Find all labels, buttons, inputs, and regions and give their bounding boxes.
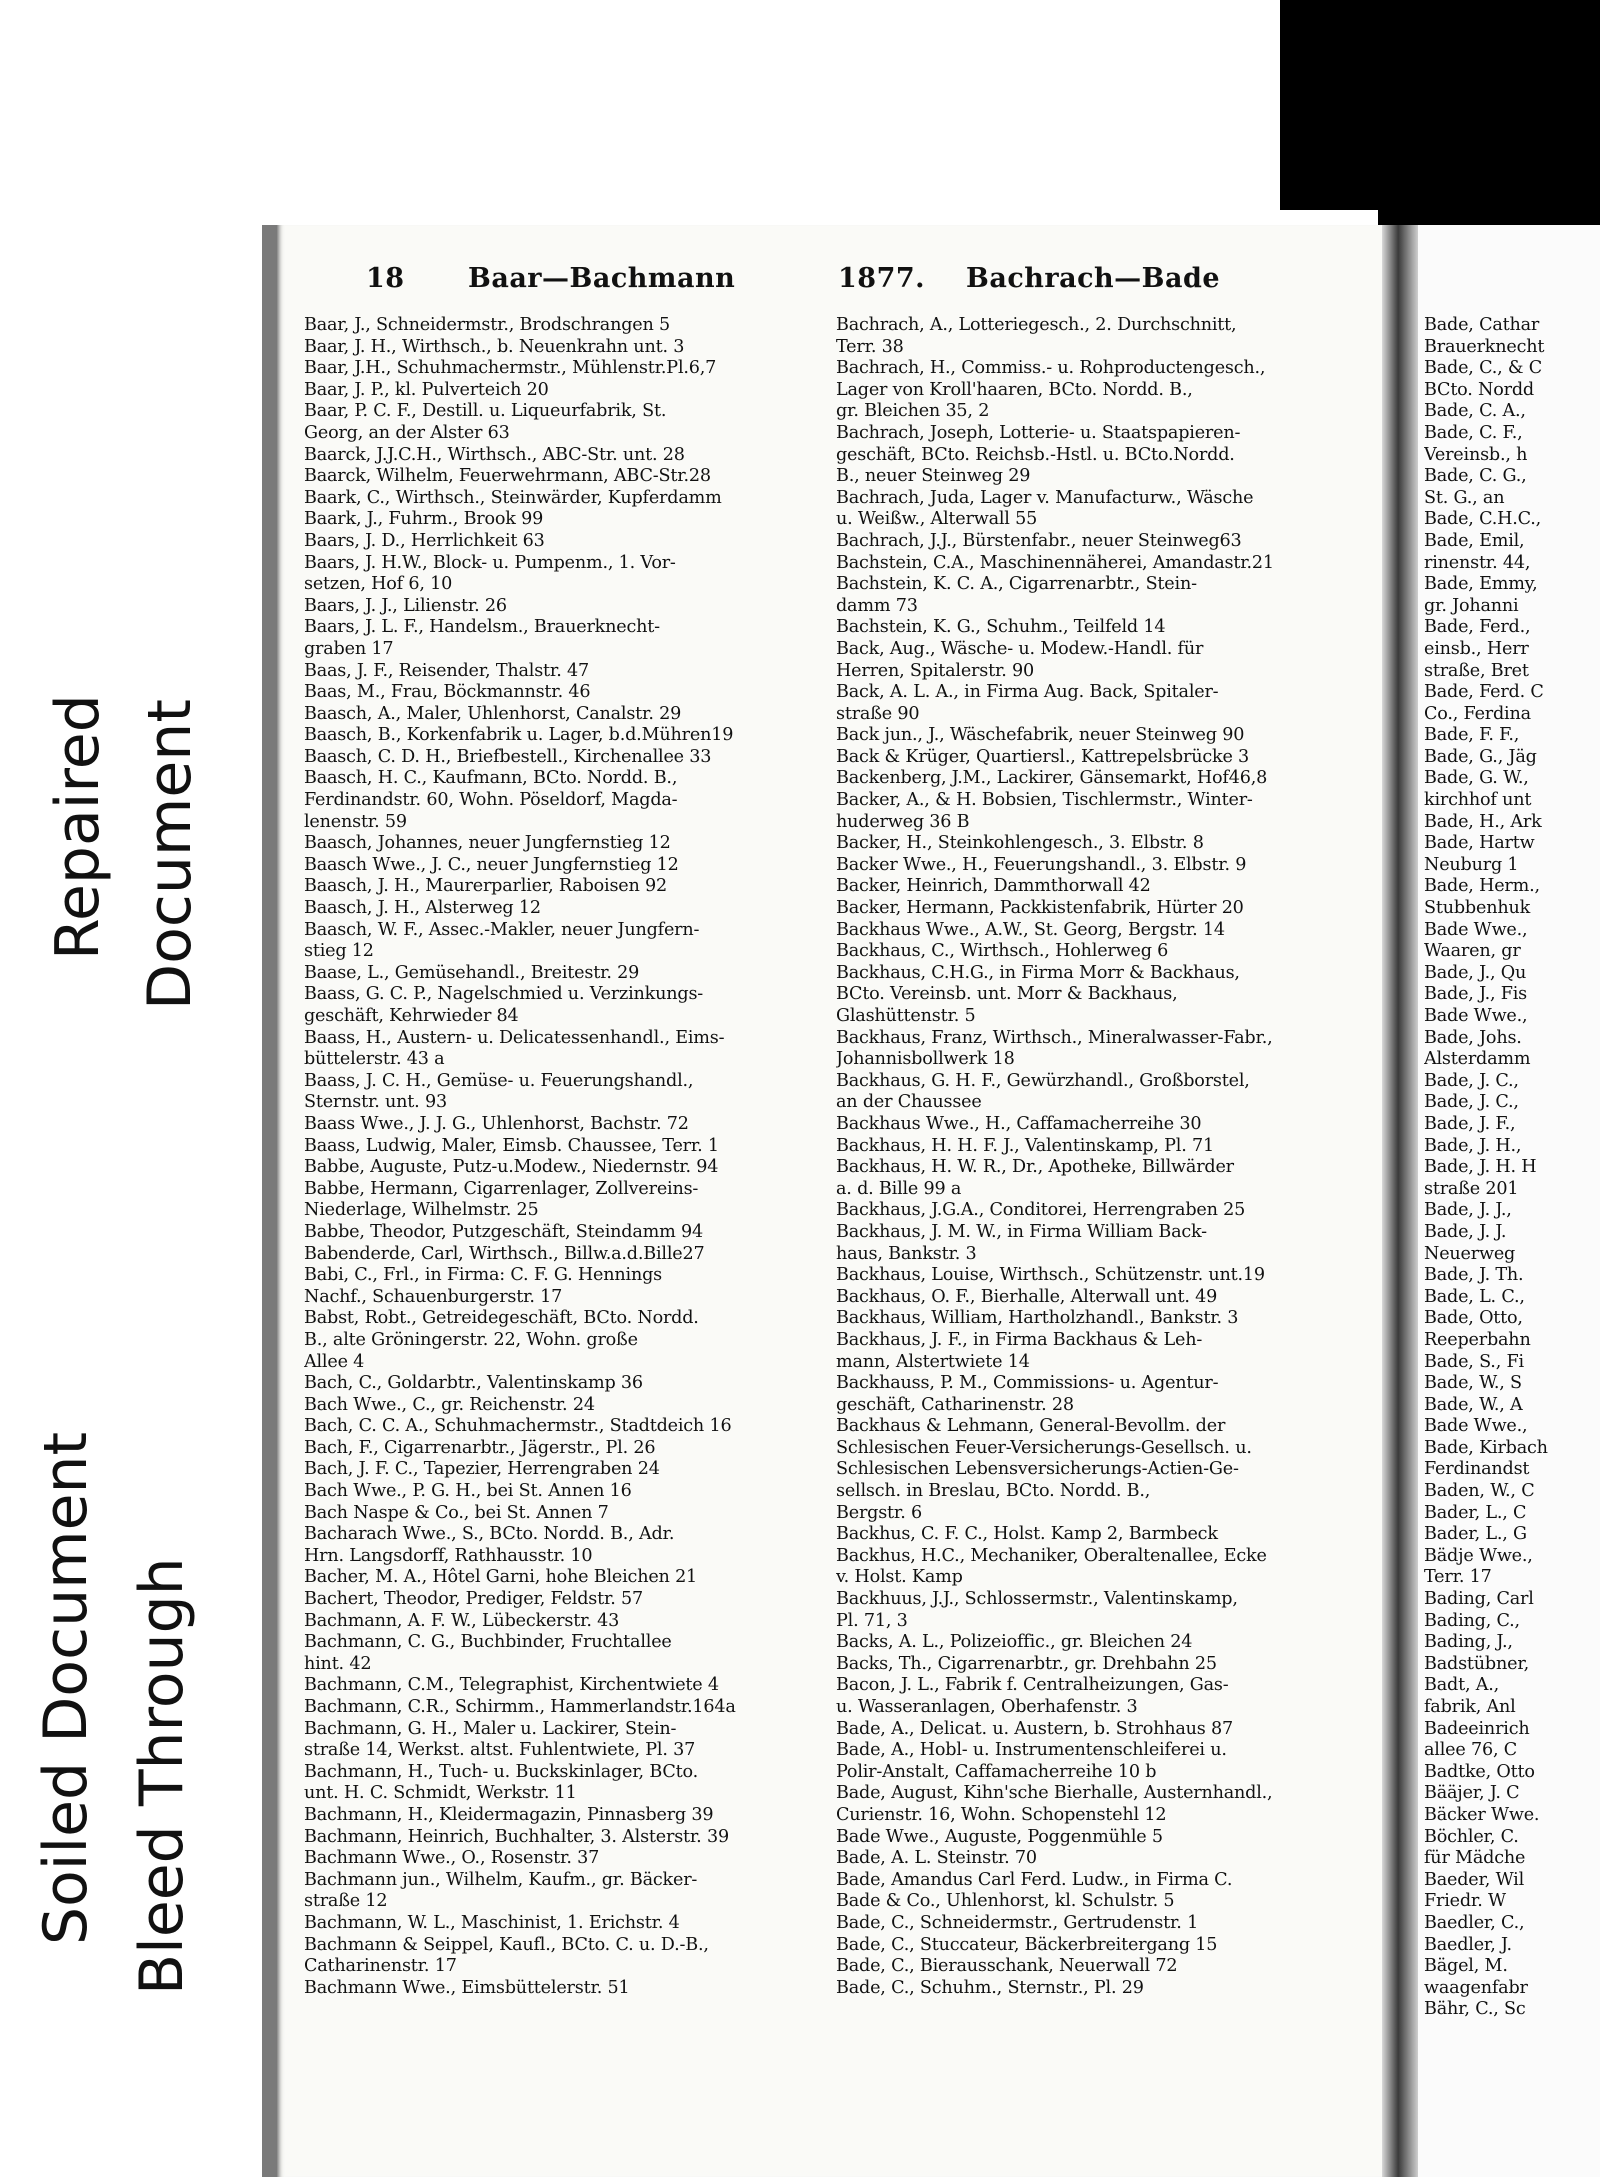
directory-entry-line: Bade, Cathar [1424,315,1540,335]
directory-entry-line: Bade Wwe., [1424,1416,1528,1437]
directory-entry-line: Niederlage, Wilhelmstr. 25 [304,1200,539,1221]
directory-entry-line: allee 76, C [1424,1740,1517,1761]
directory-entry-line: Baars, J. J., Lilienstr. 26 [304,595,507,616]
directory-entry-line: straße 14, Werkst. altst. Fuhlentwiete, Pl. 37 [304,1740,696,1761]
directory-entry-line: Bachmann, G. H., Maler u. Lackirer, Stein- [304,1718,677,1739]
directory-entry-line: Backhaus, Franz, Wirthsch., Mineralwasser-Fabr., [836,1027,1273,1048]
directory-entry-line: Babst, Robt., Getreidegeschäft, BCto. Nordd. [304,1308,699,1329]
directory-entry-line: Backs, Th., Cigarrenarbtr., gr. Drehbahn 25 [836,1653,1217,1674]
directory-entry-line: Babbe, Hermann, Cigarrenlager, Zollvereins- [304,1178,699,1199]
directory-entry-line: Georg, an der Alster 63 [304,422,510,443]
directory-entry-line: Bade, J. H., [1424,1135,1522,1156]
directory-entry-line: Ferdinandstr. 60, Wohn. Pöseldorf, Magda- [304,790,678,811]
directory-entry-line: Bade, W., S [1424,1373,1522,1394]
directory-entry-line: Backhaus, J. M. W., in Firma William Back- [836,1221,1207,1242]
directory-entry-line: Babi, C., Frl., in Firma: C. F. G. Hennings [304,1265,662,1286]
directory-entry-line: Bähr, C., Sc [1424,1999,1526,2020]
directory-entry-line: Backhus, C. F. C., Holst. Kamp 2, Barmbeck [836,1524,1218,1545]
directory-entry-line: Bergstr. 6 [836,1502,922,1523]
directory-entry-line: Backhaus, C., Wirthsch., Hohlerweg 6 [836,941,1169,962]
directory-entry-line: Bade, G., Jäg [1424,746,1537,767]
directory-entry-line: Bachmann, H., Kleidermagazin, Pinnasberg 39 [304,1804,714,1825]
directory-entry-line: Bachmann Wwe., O., Rosenstr. 37 [304,1848,600,1869]
directory-entry-line: Bade, C. G., [1424,466,1527,487]
directory-entry-line: Bade, Emmy, [1424,574,1538,595]
directory-entry-line: Bade, C., Schuhm., Sternstr., Pl. 29 [836,1977,1144,1998]
directory-entry-line: BCto. Vereinsb. unt. Morr & Backhaus, [836,984,1178,1005]
directory-entry-line: Bade, J. C., [1424,1092,1519,1113]
directory-entry-line: Bade, F. F., [1424,725,1520,746]
next-page-edge [1418,225,1600,2177]
directory-entry-line: Baedler, C., [1424,1912,1525,1933]
page-number: 18 [366,263,405,294]
directory-entry-line: Bach Wwe., C., gr. Reichenstr. 24 [304,1394,595,1415]
book-scan [262,225,1600,2177]
directory-entry-line: Baass, Ludwig, Maler, Eimsb. Chaussee, Terr. 1 [304,1135,719,1156]
directory-entry-line: Baars, J. D., Herrlichkeit 63 [304,530,545,551]
directory-entry-line: Schlesischen Lebensversicherungs-Actien-Ge- [836,1459,1239,1480]
directory-entry-line: Baar, J., Schneidermstr., Brodschrangen 5 [304,315,670,335]
directory-entry-line: Bade & Co., Uhlenhorst, kl. Schulstr. 5 [836,1891,1175,1912]
directory-entry-line: Bachmann, C. G., Buchbinder, Fruchtallee [304,1632,672,1653]
directory-entry-line: stieg 12 [304,941,374,962]
directory-entry-line: Bade Wwe., [1424,1006,1528,1026]
directory-entry-line: Sternstr. unt. 93 [304,1092,447,1113]
directory-entry-line: Neuburg 1 [1424,854,1519,875]
directory-entry-line: Bade, J. H. H [1424,1157,1537,1178]
directory-entry-line: Bade, Hartw [1424,833,1535,854]
directory-entry-line: Bade, A., Hobl- u. Instrumentenschleiferei u. [836,1740,1227,1761]
directory-entry-line: Badt, A., [1424,1675,1500,1696]
directory-entry-line: Bach Wwe., P. G. H., bei St. Annen 16 [304,1481,632,1502]
directory-entry-line: Bachmann, C.R., Schirmm., Hammerlandstr.164a [304,1697,736,1717]
directory-entry-line: Nachf., Schauenburgerstr. 17 [304,1286,563,1307]
directory-entry-line: Johannisbollwerk 18 [836,1049,1015,1070]
directory-entry-line: waagenfabr [1424,1977,1528,1998]
directory-entry-line: Baarck, Wilhelm, Feuerwehrmann, ABC-Str.28 [304,466,711,487]
directory-entry-line: Bade, Ferd. C [1424,682,1544,703]
directory-entry-line: Bade, C., Stuccateur, Bäckerbreitergang 15 [836,1934,1218,1955]
directory-entry-line: Backhaus, H. H. F. J., Valentinskamp, Pl. 71 [836,1135,1214,1156]
directory-entry-line: Vereinsb., h [1424,444,1528,465]
directory-entry-line: Bachmann jun., Wilhelm, Kaufm., gr. Bäcker- [304,1869,698,1890]
left-column [304,315,776,1999]
directory-entry-line: Bade, C.H.C., [1424,509,1542,530]
directory-entry-line: Lager von Kroll'haaren, BCto. Nordd. B., [836,379,1193,400]
directory-entry-line: Bade, Otto, [1424,1308,1523,1329]
directory-entry-line: Bachrach, Juda, Lager v. Manufacturw., Wäsche [836,487,1254,508]
book-gutter [1382,225,1418,2177]
directory-page [262,225,1396,2177]
directory-entry-line: fabrik, Anl [1424,1697,1516,1717]
directory-entry-line: Backhaus, G. H. F., Gewürzhandl., Großborstel, [836,1070,1250,1091]
directory-entry-line: Backhaus, J. F., in Firma Backhaus & Leh- [836,1329,1203,1350]
directory-entry-line: Baasch, Johannes, neuer Jungfernstieg 12 [304,833,671,854]
directory-entry-line: Bade, J. J., [1424,1200,1512,1221]
directory-entry-line: BCto. Nordd [1424,379,1534,400]
directory-entry-line: Baark, J., Fuhrm., Brook 99 [304,509,544,530]
directory-entry-line: Backhaus Wwe., H., Caffamacherreihe 30 [836,1113,1202,1134]
directory-entry-line: Bach, J. F. C., Tapezier, Herrengraben 24 [304,1459,660,1480]
directory-entry-line: Schlesischen Feuer-Versicherungs-Gesellsch. u. [836,1437,1252,1458]
directory-entry-line: Bade, Amandus Carl Ferd. Ludw., in Firma C. [836,1869,1233,1890]
directory-entry-line: Bachmann & Seippel, Kaufl., BCto. C. u. D.-B., [304,1934,709,1955]
right-column [836,315,1276,1999]
directory-entry-line: Baasch, B., Korkenfabrik u. Lager, b.d.Mühren19 [304,725,734,746]
next-page-column [1424,315,1600,2021]
directory-entry-line: Baark, C., Wirthsch., Steinwärder, Kupferdamm [304,487,722,508]
dark-scan-edge-lower [1378,160,1600,230]
directory-entry-line: straße 90 [836,703,920,724]
directory-entry-line: Baasch Wwe., J. C., neuer Jungfernstieg 12 [304,854,679,875]
directory-entry-line: gr. Bleichen 35, 2 [836,401,990,422]
directory-entry-line: geschäft, BCto. Reichsb.-Hstl. u. BCto.Nordd. [836,444,1235,465]
directory-entry-line: Badstübner, [1424,1653,1529,1674]
left-range-heading: Baar—Bachmann [468,263,736,294]
directory-entry-line: u. Weißw., Alterwall 55 [836,509,1038,530]
directory-entry-line: Bading, C., [1424,1610,1520,1631]
directory-entry-line: Bade, L. C., [1424,1286,1525,1307]
directory-entry-line: Polir-Anstalt, Caffamacherreihe 10 b [836,1761,1157,1782]
directory-entry-line: Bade, C., Bierausschank, Neuerwall 72 [836,1956,1178,1977]
directory-entry-line: Bade, J., Fis [1424,984,1528,1005]
directory-entry-line: Bade, J. J. [1424,1221,1507,1242]
directory-entry-line: Ferdinandst [1424,1459,1530,1480]
directory-entry-line: Baars, J. L. F., Handelsm., Brauerknecht- [304,617,660,638]
directory-entry-line: Back, A. L. A., in Firma Aug. Back, Spitaler- [836,682,1219,703]
directory-entry-line: für Mädche [1424,1848,1526,1869]
directory-entry-line: einsb., Herr [1424,638,1529,659]
directory-entry-line: setzen, Hof 6, 10 [304,574,453,595]
label-soiled-document: Soiled Document [31,1431,101,1945]
directory-entry-line: geschäft, Catharinenstr. 28 [836,1394,1074,1415]
directory-entry-line: Hrn. Langsdorff, Rathhausstr. 10 [304,1545,593,1566]
directory-entry-line: Baar, J.H., Schuhmachermstr., Mühlenstr.Pl.6,7 [304,358,717,379]
directory-entry-line: Baase, L., Gemüsehandl., Breitestr. 29 [304,962,640,983]
directory-entry-line: Bade, S., Fi [1424,1351,1524,1372]
directory-entry-line: Backhaus, Louise, Wirthsch., Schützenstr. unt.19 [836,1265,1265,1286]
directory-entry-line: haus, Bankstr. 3 [836,1243,977,1264]
year-heading: 1877. [838,263,926,294]
directory-entry-line: B., alte Gröningerstr. 22, Wohn. große [304,1329,638,1350]
directory-entry-line: Bacharach Wwe., S., BCto. Nordd. B., Adr. [304,1524,675,1545]
directory-entry-line: sellsch. in Breslau, BCto. Nordd. B., [836,1481,1151,1502]
directory-entry-line: Backhaus, O. F., Bierhalle, Alterwall unt. 49 [836,1286,1218,1307]
directory-entry-line: Bade, Ferd., [1424,617,1531,638]
directory-entry-line: Backhus, H.C., Mechaniker, Oberaltenallee, Ecke [836,1545,1267,1566]
directory-entry-line: kirchhof unt [1424,790,1532,811]
directory-entry-line: Bade, J. Th. [1424,1265,1524,1286]
directory-entry-line: damm 73 [836,595,918,616]
directory-entry-line: Backhaus, C.H.G., in Firma Morr & Backhaus, [836,962,1240,983]
directory-entry-line: Bade, Johs. [1424,1027,1522,1048]
directory-entry-line: Bachmann, Heinrich, Buchhalter, 3. Alsterstr. 39 [304,1826,729,1847]
directory-entry-line: Baass, G. C. P., Nagelschmied u. Verzinkungs- [304,984,704,1005]
directory-entry-line: an der Chaussee [836,1092,982,1113]
directory-entry-line: Bading, Carl [1424,1589,1534,1610]
directory-entry-line: straße 12 [304,1891,388,1912]
directory-entry-line: Friedr. W [1424,1891,1506,1912]
directory-entry-line: Bachrach, Joseph, Lotterie- u. Staatspapieren- [836,422,1241,443]
directory-entry-line: Baas, M., Frau, Böckmannstr. 46 [304,682,591,703]
directory-entry-line: Bachrach, H., Commiss.- u. Rohproductengesch., [836,358,1266,379]
directory-entry-line: Bachrach, A., Lotteriegesch., 2. Durchschnitt, [836,315,1237,335]
directory-entry-line: Bade, C. A., [1424,401,1526,422]
directory-entry-line: gr. Johanni [1424,595,1519,616]
directory-entry-line: Bade, Kirbach [1424,1437,1548,1458]
directory-entry-line: lenenstr. 59 [304,811,407,832]
directory-entry-line: Backhauss, P. M., Commissions- u. Agentur- [836,1373,1219,1394]
directory-entry-line: Babenderde, Carl, Wirthsch., Billw.a.d.Bille27 [304,1243,705,1264]
directory-entry-line: Bade, J. F., [1424,1113,1516,1134]
directory-entry-line: Bade Wwe., Auguste, Poggenmühle 5 [836,1826,1163,1847]
directory-entry-line: Bade Wwe., [1424,919,1528,940]
directory-entry-line: Bachstein, K. G., Schuhm., Teilfeld 14 [836,617,1166,638]
page-header [366,263,1366,303]
directory-entry-line: Bachstein, K. C. A., Cigarrenarbtr., Stein- [836,574,1197,595]
directory-entry-line: Backhaus & Lehmann, General-Bevollm. der [836,1416,1226,1437]
directory-entry-line: Bading, J., [1424,1632,1513,1653]
directory-entry-line: Reeperbahn [1424,1329,1531,1350]
directory-entry-line: straße, Bret [1424,660,1529,681]
directory-entry-line: Babbe, Theodor, Putzgeschäft, Steindamm 94 [304,1221,703,1242]
directory-entry-line: Bach, F., Cigarrenarbtr., Jägerstr., Pl. 26 [304,1437,656,1458]
directory-entry-line: Backer Wwe., H., Feuerungshandl., 3. Elbstr. 9 [836,854,1247,875]
directory-entry-line: Back, Aug., Wäsche- u. Modew.-Handl. für [836,638,1204,659]
directory-entry-line: Bääjer, J. C [1424,1783,1520,1804]
directory-entry-line: Backer, Hermann, Packkistenfabrik, Hürter 20 [836,898,1244,919]
directory-entry-line: Baasch, A., Maler, Uhlenhorst, Canalstr. 29 [304,703,682,724]
directory-entry-line: Back & Krüger, Quartiersl., Kattrepelsbrücke 3 [836,746,1250,767]
directory-entry-line: Allee 4 [304,1351,365,1372]
directory-entry-line: Baas, J. F., Reisender, Thalstr. 47 [304,660,589,681]
directory-entry-line: Bachrach, J.J., Bürstenfabr., neuer Steinweg63 [836,530,1242,551]
directory-entry-line: Bade, A., Delicat. u. Austern, b. Strohhaus 87 [836,1718,1233,1739]
directory-entry-line: rinenstr. 44, [1424,552,1531,573]
directory-entry-line: büttelerstr. 43 a [304,1049,445,1070]
directory-entry-line: Co., Ferdina [1424,703,1531,724]
directory-entry-line: Bacher, M. A., Hôtel Garni, hohe Bleichen 21 [304,1567,698,1588]
directory-entry-line: Bade, W., A [1424,1394,1523,1415]
directory-entry-line: Herren, Spitalerstr. 90 [836,660,1035,681]
directory-entry-line: Babbe, Auguste, Putz-u.Modew., Niedernstr. 94 [304,1157,719,1178]
directory-entry-line: Baasch, J. H., Maurerparlier, Raboisen 92 [304,876,668,897]
directory-entry-line: Bädje Wwe., [1424,1545,1533,1566]
directory-entry-line: u. Wasseranlagen, Oberhafenstr. 3 [836,1697,1138,1717]
directory-entry-line: Terr. 17 [1424,1567,1492,1588]
label-document: Document [135,699,205,1010]
directory-entry-line: Baedler, J. [1424,1934,1512,1955]
directory-entry-line: Pl. 71, 3 [836,1610,908,1631]
directory-entry-line: v. Holst. Kamp [836,1567,963,1588]
directory-entry-line: Bader, L., C [1424,1502,1527,1523]
directory-entry-line: Brauerknecht [1424,336,1545,357]
directory-entry-line: mann, Alstertwiete 14 [836,1351,1030,1372]
directory-entry-line: Bacon, J. L., Fabrik f. Centralheizungen, Gas- [836,1675,1229,1696]
directory-entry-line: Backhuus, J.J., Schlossermstr., Valentinskamp, [836,1589,1238,1610]
directory-entry-line: Backenberg, J.M., Lackirer, Gänsemarkt, Hof46,8 [836,768,1268,789]
directory-entry-line: Bachmann, C.M., Telegraphist, Kirchentwiete 4 [304,1675,719,1696]
label-repaired: Repaired [43,694,113,960]
directory-entry-line: Bachstein, C.A., Maschinennäherei, Amandastr.21 [836,552,1274,573]
directory-entry-line: Bade, J., Qu [1424,962,1527,983]
directory-entry-line: Backer, H., Steinkohlengesch., 3. Elbstr. 8 [836,833,1204,854]
directory-entry-line: Baasch, C. D. H., Briefbestell., Kirchenallee 33 [304,746,712,767]
directory-entry-line: Bach, C., Goldarbtr., Valentinskamp 36 [304,1373,643,1394]
directory-entry-line: Stubbenhuk [1424,898,1531,919]
directory-entry-line: geschäft, Kehrwieder 84 [304,1006,519,1026]
directory-entry-line: Bachmann, W. L., Maschinist, 1. Erichstr. 4 [304,1912,680,1933]
directory-entry-line: Backhaus, H. W. R., Dr., Apotheke, Billwärder [836,1157,1234,1178]
directory-entry-line: Bachmann, A. F. W., Lübeckerstr. 43 [304,1610,620,1631]
directory-entry-line: Bade, C. F., [1424,422,1523,443]
directory-entry-line: graben 17 [304,638,394,659]
directory-entry-line: Baasch, H. C., Kaufmann, BCto. Nordd. B., [304,768,678,789]
directory-entry-line: Backhaus, William, Hartholzhandl., Bankstr. 3 [836,1308,1239,1329]
directory-entry-line: hint. 42 [304,1653,372,1674]
directory-entry-line: St. G., an [1424,487,1505,508]
directory-entry-line: Baden, W., C [1424,1481,1535,1502]
directory-entry-line: Badeeinrich [1424,1718,1530,1739]
directory-entry-line: straße 201 [1424,1178,1519,1199]
directory-entry-line: Baass, J. C. H., Gemüse- u. Feuerungshandl., [304,1070,694,1091]
directory-entry-line: Baar, P. C. F., Destill. u. Liqueurfabrik, St. [304,401,667,422]
directory-entry-line: Bade, J. C., [1424,1070,1519,1091]
directory-entry-line: Bachert, Theodor, Prediger, Feldstr. 57 [304,1589,644,1610]
directory-entry-line: Bäcker Wwe. [1424,1804,1540,1825]
directory-entry-line: Alsterdamm [1424,1049,1531,1070]
directory-entry-line: B., neuer Steinweg 29 [836,466,1031,487]
directory-entry-line: Bade, A. L. Steinstr. 70 [836,1848,1037,1869]
directory-entry-line: Backhaus, J.G.A., Conditorei, Herrengraben 25 [836,1200,1246,1221]
directory-entry-line: Glashüttenstr. 5 [836,1006,976,1026]
directory-entry-line: Waaren, gr [1424,941,1521,962]
directory-entry-line: Bade, Emil, [1424,530,1525,551]
directory-entry-line: Bade, H., Ark [1424,811,1542,832]
directory-entry-line: Bade, G. W., [1424,768,1529,789]
directory-entry-line: Bachmann Wwe., Eimsbüttelerstr. 51 [304,1977,630,1998]
directory-entry-line: Baar, J. H., Wirthsch., b. Neuenkrahn unt. 3 [304,336,685,357]
directory-entry-line: Baasch, W. F., Assec.-Makler, neuer Jungfern- [304,919,700,940]
directory-entry-line: Backhaus Wwe., A.W., St. Georg, Bergstr. 14 [836,919,1225,940]
directory-entry-line: Bade, C., & C [1424,358,1543,379]
directory-entry-line: Bägel, M. [1424,1956,1508,1977]
directory-entry-line: Bade, August, Kihn'sche Bierhalle, Austernhandl., [836,1783,1273,1804]
right-range-heading: Bachrach—Bade [966,263,1221,294]
directory-entry-line: Curienstr. 16, Wohn. Schopenstehl 12 [836,1804,1167,1825]
directory-entry-line: Baasch, J. H., Alsterweg 12 [304,898,541,919]
directory-entry-line: Baeder, Wil [1424,1869,1524,1890]
directory-entry-line: Backer, Heinrich, Dammthorwall 42 [836,876,1151,897]
directory-entry-line: Back jun., J., Wäschefabrik, neuer Steinweg 90 [836,725,1245,746]
directory-entry-line: Backs, A. L., Polizeioffic., gr. Bleichen 24 [836,1632,1193,1653]
directory-entry-line: Bachmann, H., Tuch- u. Buckskinlager, BCto. [304,1761,698,1782]
directory-entry-line: Baass, H., Austern- u. Delicatessenhandl., Eims- [304,1027,725,1048]
directory-entry-line: Catharinenstr. 17 [304,1956,457,1977]
directory-entry-line: Bader, L., G [1424,1524,1527,1545]
directory-entry-line: Badtke, Otto [1424,1761,1535,1782]
directory-entry-line: Baarck, J.J.C.H., Wirthsch., ABC-Str. unt. 28 [304,444,685,465]
directory-entry-line: Neuerweg [1424,1243,1516,1264]
directory-entry-line: Baass Wwe., J. J. G., Uhlenhorst, Bachstr. 72 [304,1113,689,1134]
directory-entry-line: huderweg 36 B [836,811,970,832]
label-bleed-through: Bleed Through [127,1557,197,1995]
directory-entry-line: Bade, C., Schneidermstr., Gertrudenstr. 1 [836,1912,1199,1933]
directory-entry-line: Terr. 38 [836,336,904,357]
directory-entry-line: Bach Naspe & Co., bei St. Annen 7 [304,1502,609,1523]
directory-entry-line: Bach, C. C. A., Schuhmachermstr., Stadtdeich 16 [304,1416,732,1437]
directory-entry-line: a. d. Bille 99 a [836,1178,962,1199]
directory-entry-line: Baars, J. H.W., Block- u. Pumpenm., 1. Vor- [304,552,676,573]
directory-entry-line: Baar, J. P., kl. Pulverteich 20 [304,379,549,400]
directory-entry-line: Böchler, C. [1424,1826,1519,1847]
directory-entry-line: Backer, A., & H. Bobsien, Tischlermstr., Winter- [836,790,1253,811]
directory-entry-line: unt. H. C. Schmidt, Werkstr. 11 [304,1783,577,1804]
directory-entry-line: Bade, Herm., [1424,876,1540,897]
